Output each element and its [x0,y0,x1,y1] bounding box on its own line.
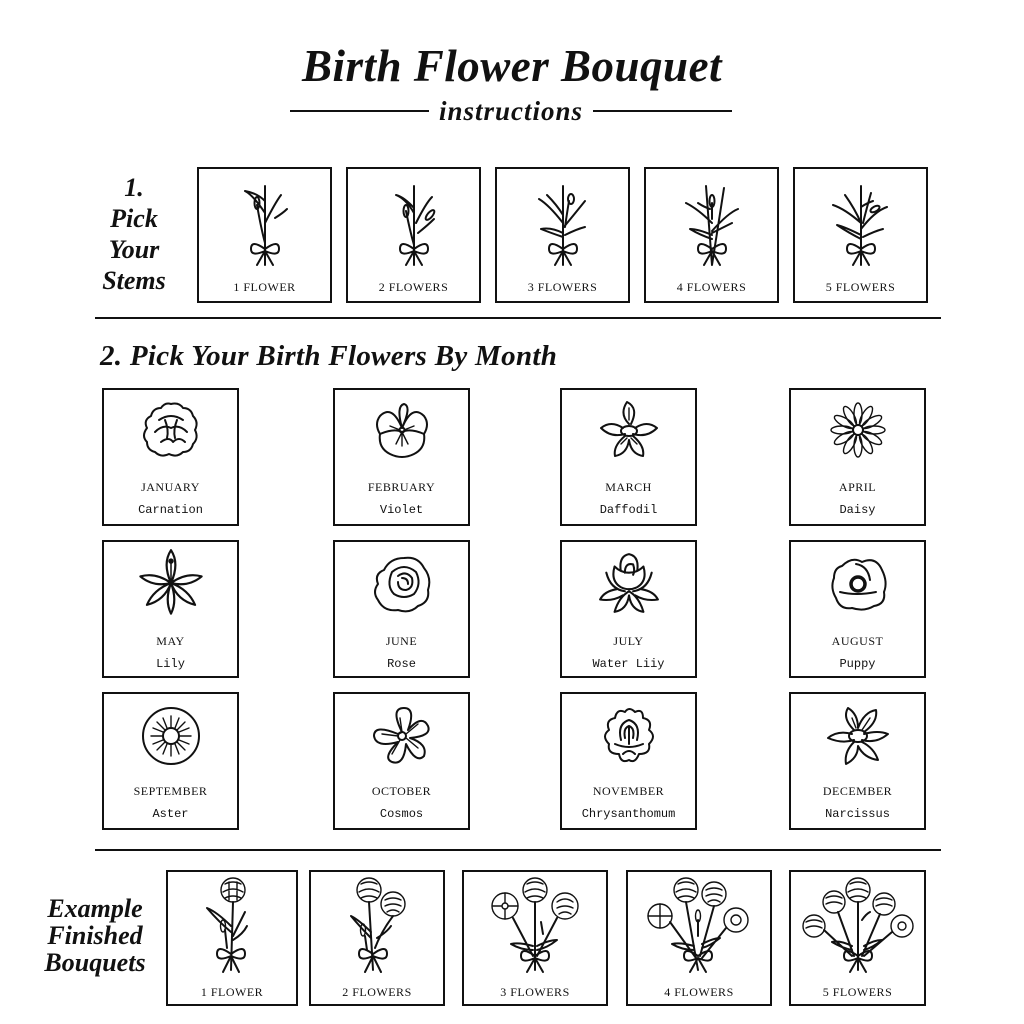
stem-option-3[interactable] [495,167,630,303]
step3-label-line: Finished [47,921,143,950]
month-card-october[interactable] [333,692,470,830]
month-card-september[interactable] [102,692,239,830]
month-label: FEBRUARY [367,480,436,494]
stem-option-label: 2 FLOWERS [378,280,449,294]
page-subtitle: instructions [438,95,584,126]
stem-option-label: 1 FLOWER [233,280,296,294]
cosmos-icon [370,704,434,768]
bouquet-5-icon [800,876,916,982]
stem-option-4[interactable] [644,167,779,303]
flower-name: Cosmos [379,807,424,821]
subtitle-rule-left [290,110,429,112]
example-bouquet-1[interactable] [166,870,298,1006]
month-label: JULY [613,634,644,648]
stem-option-label: 4 FLOWERS [676,280,747,294]
flower-name: Violet [379,503,424,517]
subtitle-rule-right [593,110,732,112]
month-card-january[interactable] [102,388,239,526]
example-label: 2 FLOWERS [342,985,412,999]
month-card-august[interactable] [789,540,926,678]
step1-label-line: Pick [110,204,158,233]
flower-name: Carnation [138,503,203,517]
lily-icon [136,548,206,618]
month-card-july[interactable] [560,540,697,678]
daffodil-icon [597,398,661,462]
flower-name: Daffodil [599,503,658,517]
example-bouquet-4[interactable] [626,870,772,1006]
chrysanthemum-icon [597,704,661,768]
stems-bundle-1-icon [235,183,295,273]
stems-bundle-5-icon [831,183,891,273]
stems-bundle-2-icon [384,183,444,273]
month-label: MAY [156,634,185,648]
flower-name: Lily [156,657,185,671]
month-label: APRIL [838,480,877,494]
example-label: 3 FLOWERS [500,985,570,999]
month-label: AUGUST [831,634,884,648]
month-label: DECEMBER [822,784,893,798]
flower-name: Water Liiy [592,657,665,671]
example-label: 4 FLOWERS [664,985,734,999]
violet-icon [370,398,434,462]
flower-name: Chrysanthomum [581,807,676,821]
month-card-november[interactable] [560,692,697,830]
month-label: MARCH [605,480,652,494]
stem-option-5[interactable] [793,167,928,303]
flower-name: Daisy [839,503,876,517]
bouquet-1-icon [197,876,267,982]
step1-label [92,172,176,296]
example-bouquet-5[interactable] [789,870,926,1006]
flower-name: Rose [387,657,416,671]
month-label: SEPTEMBER [133,784,208,798]
rose-icon [370,552,434,616]
step1-label-line: 1. [124,173,144,202]
example-label: 5 FLOWERS [822,985,893,999]
month-card-february[interactable] [333,388,470,526]
month-card-march[interactable] [560,388,697,526]
month-label: JUNE [385,634,418,648]
flower-name: Aster [152,807,189,821]
month-label: NOVEMBER [592,784,665,798]
month-label: JANUARY [141,480,200,494]
stems-bundle-4-icon [682,183,742,273]
example-bouquet-3[interactable] [462,870,608,1006]
page-title: Birth Flower Bouquet [301,41,723,91]
example-bouquet-2[interactable] [309,870,445,1006]
flower-name: Puppy [839,657,876,671]
narcissus-icon [825,704,891,768]
flower-name: Narcissus [825,807,890,821]
stems-bundle-3-icon [533,183,593,273]
step2-title: 2. Pick Your Birth Flowers By Month [100,340,558,372]
stem-option-1[interactable] [197,167,332,303]
month-card-april[interactable] [789,388,926,526]
month-card-may[interactable] [102,540,239,678]
carnation-icon [139,398,203,462]
stem-option-label: 5 FLOWERS [825,280,896,294]
water-lily-icon [596,550,662,616]
section-divider [95,317,941,319]
step1-label-line: Your [108,235,160,264]
month-label: OCTOBER [371,784,432,798]
daisy-icon [826,398,890,462]
bouquet-3-icon [485,876,585,982]
aster-icon [139,704,203,768]
step3-label-line: Example [47,894,143,923]
stem-option-label: 3 FLOWERS [527,280,598,294]
month-card-june[interactable] [333,540,470,678]
poppy-icon [826,552,890,616]
section-divider [95,849,941,851]
step3-label [32,895,158,976]
subtitle-row [290,96,732,126]
stem-option-2[interactable] [346,167,481,303]
step3-label-line: Bouquets [44,948,146,977]
month-card-december[interactable] [789,692,926,830]
bouquet-4-icon [644,876,754,982]
step1-label-line: Stems [102,266,166,295]
bouquet-2-icon [337,876,417,982]
example-label: 1 FLOWER [200,985,264,999]
